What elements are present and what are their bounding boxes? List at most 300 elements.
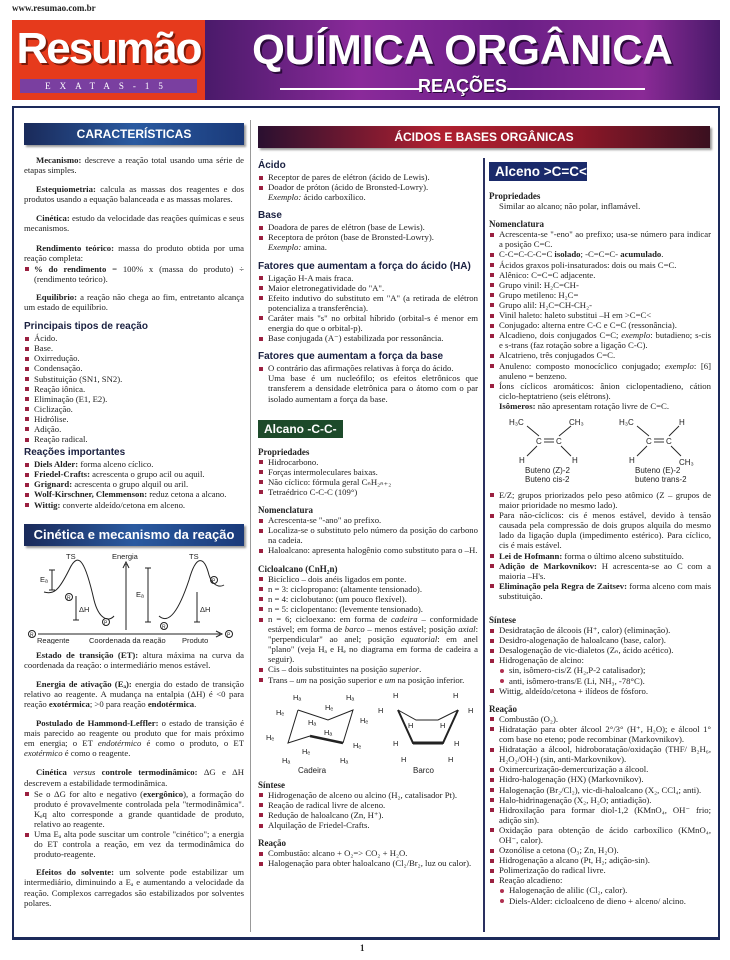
brand-logo — [12, 20, 205, 100]
h-equatorial-label: Hₑ — [353, 740, 362, 750]
list-subitem: Halogenação de alilic (Cl₂, calor). — [489, 885, 711, 895]
list-item — [24, 264, 244, 284]
h-equatorial-label: Hₑ — [302, 746, 311, 756]
list-item: Acrescenta-se "-ano" ao prefixo. — [258, 515, 478, 525]
list-item-continuation — [258, 242, 478, 252]
paragraph-ea — [24, 679, 244, 709]
text-segment: Efeitos do solvente: — [36, 867, 115, 878]
text-segment: : butadieno; s-cis e s-trans (faz rotação sobre a ligação C-C). — [499, 330, 711, 351]
axis-reagente: Reagente — [37, 635, 70, 644]
list-item: Grupo metileno: H₂C= — [489, 290, 711, 300]
list-tipos — [24, 333, 244, 444]
list-item: n = 3: ciclopropano: (altamente tensionado). — [258, 584, 478, 594]
section-banner-acidos-bases: ÁCIDOS E BASES ORGÂNICAS — [258, 126, 710, 148]
text-segment: o estado de transição é mais parecido ao reagente ou produto que for mais próximo em energia; o ET — [24, 718, 244, 749]
website-url: www.resumao.com.br — [12, 3, 96, 13]
list-item: Adição. — [24, 424, 244, 434]
list-item: Doadora de pares de elétron (base de Lewis). — [258, 222, 478, 232]
list-item: Oximercurização-demercurização a álcool. — [489, 764, 711, 774]
list-item-continuation — [258, 373, 478, 403]
text-segment: um — [384, 674, 396, 685]
text-segment: C-C=C-C-C=C — [499, 249, 555, 260]
text-segment: Se o ΔG for alto e negativo ( — [34, 788, 144, 799]
text-segment: forma o último alceno substituído. — [562, 550, 684, 561]
text-segment: altura máxima na curva da coordenada da reação: o intermediário menos estável. — [24, 649, 245, 670]
h-label: H — [629, 455, 635, 465]
h-label: H — [408, 720, 414, 730]
dh-label: ΔH — [200, 604, 211, 614]
list-item — [24, 459, 244, 469]
text-segment: Cis – dois substituintes na posição — [268, 664, 390, 675]
list-item: Reação iônica. — [24, 384, 244, 394]
list-item: Hidrogenação a alcano (Pt, H₂; adição-sin). — [489, 855, 711, 865]
heading-tipos-title: Principais tipos de reação — [24, 321, 148, 333]
text-segment: Isômeros: — [499, 400, 536, 411]
r-marker: R — [67, 595, 71, 602]
list-item: O contrário das afirmações relativas à força do ácido. — [258, 363, 478, 373]
h-equatorial-label: Hₑ — [266, 732, 275, 742]
list-item: Wittig, aldeído/cetona + ilídeos de fósforo. — [489, 686, 711, 696]
text-segment: descreve a reação total usando uma série de etapas simples. — [24, 155, 244, 176]
page-title: QUÍMICA ORGÂNICA — [252, 26, 673, 73]
list-item: Base. — [24, 343, 244, 353]
column-left — [24, 123, 244, 917]
text-segment: Anuleno: composto monocíclico conjugado; — [499, 360, 665, 371]
text-segment: Estequiometria: — [36, 184, 96, 195]
chair-caption: Cadeira — [298, 765, 327, 774]
axis-coordenada: Coordenada da reação — [89, 635, 166, 644]
brand-name: Resumão — [16, 24, 201, 73]
r-marker: R — [30, 632, 34, 639]
text-segment: barco — [344, 624, 365, 635]
text-segment: isolado — [554, 249, 581, 260]
text-segment: versus — [73, 767, 96, 778]
isomer-e-caption: Buteno (E)-2 — [635, 465, 681, 475]
list-item: Caráter mais "s" no orbital híbrido (orbital-s é menor em energia do que o orbital-p). — [258, 313, 478, 333]
heading-base-title: Base — [258, 210, 282, 222]
ea-label: Eₐ — [40, 574, 48, 584]
list-item — [24, 479, 244, 489]
list-item: Substituição (SN1, SN2). — [24, 374, 244, 384]
list-item: Desalogenação de vic-dialetos (Zₙ, ácido acético). — [489, 645, 711, 655]
h-label: H — [679, 417, 685, 427]
p-marker: P — [227, 632, 231, 639]
text-segment: Cinética: — [36, 213, 70, 224]
list-item: Acrescenta-se "-eno" ao prefixo; usa-se número para indicar a posição C=C. — [489, 229, 711, 249]
list-item: Hidroxilação para formar diol-1,2 (KMnO₄, OH⁻ frio; adição sin). — [489, 805, 711, 825]
h-label: H — [572, 455, 578, 465]
text-segment: ), a formação do produto é provavelmente controlada pela "termodinâmica". Kₑq alto corresponde a grande quantidade de produto, relativo ao reagente. — [34, 788, 244, 829]
r-marker: R — [162, 624, 166, 631]
subheading-reacao-title: Reação — [258, 838, 286, 849]
h-equatorial-label: Hₑ — [276, 707, 285, 717]
list-item — [489, 561, 711, 581]
text-segment: massa do produto obtida por uma reação completa: — [24, 242, 244, 263]
energy-label: Energia — [112, 551, 138, 561]
list-item — [258, 614, 478, 664]
text-segment: acumulado — [620, 249, 662, 260]
h3c-label: H₃C — [509, 417, 524, 427]
text-segment: ; -C=C=C- — [580, 249, 621, 260]
list-item: Reação radical. — [24, 434, 244, 444]
list-item — [24, 789, 244, 829]
list-nomen — [258, 515, 478, 555]
list-item — [489, 551, 711, 561]
list-item-continuation — [489, 201, 711, 211]
text-segment: exotérmica — [48, 699, 90, 709]
paragraph-rendimento — [24, 243, 244, 263]
text-segment: a reação não chega ao fim, entretanto alcança um estado de equilíbrio. — [24, 291, 244, 313]
text-segment: na posição superior e — [306, 674, 385, 685]
list-item: Tetraédrico C-C-C (109°) — [258, 487, 478, 497]
butene-isomers-diagram — [489, 414, 711, 484]
heading-importantes-title: Reações importantes — [24, 447, 126, 459]
paragraph-hammond — [24, 718, 244, 758]
text-segment: = 100% x (massa do produto) ÷ (rendimento teórico). — [34, 263, 245, 284]
list-item: Hidratação para obter álcool 2°/3° (H⁺, H₂O); e álcool 1° com base no eteno; pode recombinar (Markovnikov). — [489, 724, 711, 744]
isomer-z-caption: Buteno (Z)-2 — [525, 465, 570, 475]
text-segment: Uma base é um nucleófilo; os efeitos eletrônicos que transferem a densidade eletrônica para o átomo com o par isolado aumentam a força da base. — [268, 373, 478, 404]
list-item-continuation — [489, 401, 711, 411]
list-item — [24, 469, 244, 479]
heading-fatores-acido-title: Fatores que aumentam a força do ácido (HA) — [258, 260, 471, 272]
series-label: EXATAS-15 — [20, 79, 197, 93]
text-segment: endotérmica — [147, 699, 195, 709]
text-segment: Mecanismo: — [36, 155, 82, 165]
text-segment: acrescenta o grupo acil ou aquil. — [89, 469, 205, 480]
list-item: Conjugado: alterna entre C-C e C=C (ressonância). — [489, 320, 711, 330]
list-item: Ciclização. — [24, 404, 244, 414]
subheading-prop-title: Propriedades — [258, 446, 310, 457]
list-item: Halogenação para obter haloalcano (Cl₂/Br₂, luz ou calor). — [258, 858, 478, 868]
text-segment: Eliminação pela Regra de Zaitsev: — [499, 580, 627, 591]
list-item: Hidratação a álcool, hidroboratação/oxidação (THF/ B₂H₆, H₂O₂/OH-) (sin, anti-Markovnikov). — [489, 744, 711, 764]
carbon-label: C — [666, 436, 672, 446]
column-middle — [258, 158, 478, 871]
column-right — [489, 160, 711, 909]
list-termo-items — [24, 789, 244, 860]
boat-caption: Barco — [413, 765, 434, 774]
ch3-label: CH₃ — [679, 457, 694, 467]
text-segment: : "perpendicular" ao anel; posição — [268, 624, 478, 645]
list-item: Grupo alil: H₂C=CH-CH₂- — [489, 300, 711, 310]
text-segment: Adição de Markovnikov: — [499, 560, 597, 571]
text-segment: forma alceno com mais substituição. — [499, 580, 711, 601]
h-label: H — [448, 754, 454, 764]
h-axial-label: Hₐ — [340, 755, 349, 765]
list-sintese — [258, 790, 478, 830]
section-banner-banner: CARACTERÍSTICAS — [24, 123, 244, 145]
text-segment: . — [661, 249, 664, 260]
list-item: Efeito indutivo do substituto em "A" (a retirada de elétron potencializa a transferência). — [258, 293, 478, 313]
text-segment: % do rendimento — [34, 263, 107, 274]
list-subitem: Diels-Alder: cicloalceno de dieno + alceno/ alcino. — [489, 896, 711, 906]
text-segment: é como o reagente. — [62, 748, 131, 759]
heading-fatores-base-title: Fatores que aumentam a força da base — [258, 351, 444, 363]
text-segment: reduz cetona a alcano. — [147, 489, 227, 500]
dh-label: ΔH — [79, 604, 90, 614]
list-rendimento-items — [24, 264, 244, 284]
list-item: Oxidação para obtenção de ácido carboxílico (KMnO₄, OH⁻, calor). — [489, 825, 711, 845]
list-item: Combustão (O₂). — [489, 714, 711, 724]
text-segment: Exemplo: — [268, 192, 302, 203]
list-item: Reação de radical livre de alceno. — [258, 800, 478, 810]
list-prop — [258, 457, 478, 497]
page-number: 1 — [360, 943, 365, 953]
list-item: Hidrogenação de alceno ou alcino (H₂, catalisador Pt). — [258, 790, 478, 800]
list-item: Ácido. — [24, 333, 244, 343]
text-segment: Friedel-Crafts: — [34, 469, 90, 480]
list-iso — [489, 490, 711, 601]
list-item: Haloalcano: apresenta halogênio como substituto para o –H. — [258, 545, 478, 555]
paragraph-termo — [24, 767, 244, 787]
paragraph-equilibrio — [24, 292, 244, 312]
text-segment: Postulado de Hammond-Leffler: — [36, 718, 159, 729]
list-prop — [489, 201, 711, 211]
section-banner-alceno-banner: Alceno >C=C< — [489, 162, 587, 181]
text-segment: Equilíbrio: — [36, 291, 78, 302]
text-segment: na posição inferior. — [395, 674, 465, 685]
list-item: Ozonólise a cetona (O₃; Zn, H₂O). — [489, 845, 711, 855]
list-item: Uma Eₐ alta pode suscitar um controle "cinético"; a energia do ET controla a reação, em vez da termodinâmica do produto-reagente. — [24, 829, 244, 859]
list-item: Hidrólise. — [24, 414, 244, 424]
text-segment: acrescenta o grupo alquil ou aril. — [72, 479, 189, 490]
text-segment: ΔG e ΔH descrevem a estabilidade termodinâmica. — [24, 767, 244, 788]
text-segment: um — [296, 674, 307, 685]
text-segment: superior — [389, 664, 420, 675]
carbon-label: C — [646, 436, 652, 446]
text-segment: exotérmico — [24, 748, 63, 759]
h-axial-label: Hₐ — [324, 727, 333, 737]
text-segment: converte aldeído/cetona em alceno. — [60, 499, 186, 510]
carbon-label: C — [536, 436, 542, 446]
text-segment: Trans – — [268, 674, 297, 685]
text-segment: exemplo — [621, 330, 651, 341]
h-equatorial-label: Hₑ — [325, 702, 334, 712]
list-item: Localiza-se o substituto pelo número da posição do carbono na cadeia. — [258, 525, 478, 545]
list-item: E/Z; grupos priorizados pelo peso atômico (Z – grupos de maior prioridade no mesmo lado). — [489, 490, 711, 510]
text-segment: Diels Alder: — [34, 459, 79, 470]
list-item: Para não-cíclicos: cis é menos estável, devido à tensão causada pela compressão de dois grupos alquila do mesmo lado da ligação dupla (impedimento estérico). Para cíclico, cis é mais estável. — [489, 510, 711, 550]
h-label: H — [468, 705, 474, 715]
text-segment: H acrescenta-se ao C com a maioria –H's. — [499, 560, 711, 581]
list-item: Receptora de próton (base de Bronsted-Lowry). — [258, 232, 478, 242]
list-item: Eliminação (E1, E2). — [24, 394, 244, 404]
list-base — [258, 222, 478, 252]
list-item: Bicíclico – dois anéis ligados em ponte. — [258, 574, 478, 584]
column-divider — [483, 158, 485, 932]
text-segment: axial — [458, 624, 476, 635]
text-segment: não apresentam rotação livre de C=C. — [535, 400, 669, 411]
h-label: H — [378, 705, 384, 715]
list-subitem: sin, isômero-cis/Z (H₂,P-2 catalisador); — [489, 665, 711, 675]
list-item: Hidrogenação de alcino: — [489, 655, 711, 665]
h-label: H — [393, 738, 399, 748]
carbon-label: C — [556, 436, 562, 446]
paragraph-cinetica — [24, 213, 244, 233]
text-segment: é como o produto, o ET — [141, 738, 245, 749]
text-segment: n = 6; cicloexano: em forma de — [268, 614, 392, 624]
text-segment: : [6] anuleno = benzeno. — [499, 360, 711, 381]
list-item — [258, 664, 478, 674]
text-segment: amina. — [301, 242, 327, 253]
text-segment: Wolf-Kirschner, Clemmenson: — [34, 489, 148, 500]
list-ciclo — [258, 574, 478, 685]
list-fatores-base — [258, 363, 478, 403]
cyclohexane-chair-boat-diagram — [258, 688, 478, 774]
h-label: H — [453, 690, 459, 700]
list-nomen — [489, 229, 711, 411]
text-segment: exergônico — [143, 788, 184, 799]
column-divider — [250, 120, 251, 932]
h-equatorial-label: Hₑ — [360, 715, 369, 725]
list-item: Oxirredução. — [24, 353, 244, 363]
list-item: Grupo vinil: H₂C=CH- — [489, 280, 711, 290]
list-item: Condensação. — [24, 363, 244, 373]
title-banner — [205, 20, 720, 100]
text-segment: Wittig: — [34, 499, 61, 510]
text-segment: Rendimento teórico: — [36, 242, 114, 253]
text-segment: forma alceno cíclico. — [78, 459, 154, 470]
paragraph-et — [24, 650, 244, 670]
list-item — [24, 489, 244, 499]
paragraph-estequiometria — [24, 184, 244, 204]
list-item — [489, 361, 711, 381]
text-segment: Alcadieno, dois conjugados C=C; — [499, 330, 622, 341]
p-marker: P — [104, 620, 108, 627]
h3c-label: H₃C — [619, 417, 634, 427]
list-acido — [258, 172, 478, 202]
list-item — [489, 581, 711, 601]
list-item: Não cíclico: fórmula geral CₙH₂ₙ₊₂ — [258, 477, 478, 487]
list-item: Hidrocarbono. — [258, 457, 478, 467]
list-item: Alcatrieno, três conjugados C=C. — [489, 350, 711, 360]
text-segment: ácido carboxílico. — [301, 192, 366, 203]
energy-diagram — [24, 550, 244, 644]
text-segment: – menos estável; posição — [364, 624, 459, 635]
list-fatores-acido — [258, 273, 478, 344]
text-segment: energia do estado de transição relativo ao reagente. A mudança na entalpia (ΔH) é <0 para reação — [24, 678, 244, 709]
list-item: Hidro-halogenação (HX) (Markovnikov). — [489, 774, 711, 784]
list-importantes — [24, 459, 244, 509]
list-item: Combustão: alcano + O₂=> CO₂ + H₂O. — [258, 848, 478, 858]
h-label: H — [393, 690, 399, 700]
list-item: Base conjugada (A⁻) estabilizada por ressonância. — [258, 333, 478, 343]
axis-produto: Produto — [182, 635, 209, 644]
text-segment: Grignard: — [34, 479, 73, 490]
list-item: Desidro-alogenação de haloalcano (base, calor). — [489, 635, 711, 645]
h-label: H — [401, 754, 407, 764]
list-item — [489, 249, 711, 259]
p-marker: P — [212, 578, 216, 585]
list-item: Doador de próton (ácido de Bronsted-Lowry). — [258, 182, 478, 192]
list-item: Receptor de pares de elétron (ácido de Lewis). — [258, 172, 478, 182]
list-item: Reação alcadieno: — [489, 875, 711, 885]
list-item: Íons cíclicos aromáticos: ânion ciclopentadieno, cátion ciclo-heptatrieno (seis elétrons). — [489, 381, 711, 401]
isomer-trans-caption: buteno trans-2 — [635, 474, 687, 484]
text-segment: estudo da velocidade das reações químicas e seus mecanismos. — [24, 213, 244, 234]
list-item: Ligação H-A mais fraca. — [258, 273, 478, 283]
list-item: Alquilação de Friedel-Crafts. — [258, 820, 478, 830]
list-item — [258, 675, 478, 685]
heading-acido-title: Ácido — [258, 160, 286, 171]
text-segment: . — [419, 664, 422, 675]
h-axial-label: Hₐ — [282, 755, 291, 765]
list-item: Halogenação (Br₂/Cl₂), vic-di-haloalcano (X₂, CCl₄; anti). — [489, 785, 711, 795]
list-item: n = 4: ciclobutano: (um pouco flexível). — [258, 594, 478, 604]
h-axial-label: Hₐ — [346, 692, 355, 702]
list-item: Maior eletronegatividade do "A". — [258, 283, 478, 293]
h-label: H — [440, 720, 446, 730]
ch3-label: CH₃ — [569, 417, 584, 427]
list-sintese — [489, 625, 711, 696]
list-item — [24, 500, 244, 510]
list-reacao — [489, 714, 711, 906]
list-item: Polimerização do radical livre. — [489, 865, 711, 875]
paragraph-solvente — [24, 867, 244, 907]
list-item: Ácidos graxos poli-insaturados: dois ou mais C=C. — [489, 260, 711, 270]
list-subitem: anti, isômero-trans/E (Li, NH₃, -78°C). — [489, 676, 711, 686]
text-segment: controle termodinâmico: — [95, 767, 198, 778]
isomer-cis-caption: Buteno cis-2 — [525, 474, 570, 484]
text-segment: Cinética — [36, 767, 74, 778]
list-item: Desidratação de álcoois (H⁺, calor) (eliminação). — [489, 625, 711, 635]
list-item: Redução de haloalcano (Zn, H⁺). — [258, 810, 478, 820]
text-segment: equatorial — [401, 634, 438, 645]
text-segment: cadeira — [391, 614, 418, 624]
text-segment: Estado de transição (ET): — [36, 649, 139, 660]
ts-label: TS — [66, 551, 76, 561]
paragraph-mecanismo — [24, 155, 244, 175]
text-segment: . — [194, 699, 197, 709]
list-item: n = 5: ciclopentano: (levemente tensionado). — [258, 604, 478, 614]
ts-label: TS — [189, 551, 199, 561]
subheading-sintese-title: Síntese — [489, 615, 516, 625]
list-reacao — [258, 848, 478, 868]
subheading-nomen-title: Nomenclatura — [258, 505, 313, 516]
text-segment: : em anel "plano" (veja Hₐ e Hₑ no diagrama em forma de cadeira a seguir). — [268, 634, 479, 665]
subheading-prop-title: Propriedades — [489, 191, 541, 201]
page-subtitle: REAÇÕES — [417, 76, 507, 96]
section-banner-alcano-banner: Alcano -C-C- — [258, 420, 343, 438]
list-item-continuation — [258, 192, 478, 202]
h-axial-label: Hₐ — [308, 717, 317, 727]
text-segment: calcula as massas dos reagentes e dos produtos usando a equação balanceada e as massas molares. — [24, 184, 244, 205]
text-segment: exemplo — [664, 360, 694, 371]
subheading-nomen-title: Nomenclatura — [489, 219, 544, 230]
h-label: H — [519, 455, 525, 465]
text-segment: Energia de ativação (Eₐ): — [36, 678, 132, 689]
ea-label: Eₐ — [136, 589, 144, 599]
text-segment: endotérmico — [97, 738, 142, 749]
h-axial-label: Hₐ — [293, 692, 302, 702]
subheading-ciclo-title: Cicloalcano (CnH₂n) — [258, 563, 338, 574]
text-segment: um solvente pode estabilizar um intermediário, diminuindo a Eₐ e aumentando a velocidade da reação. Complexos carregados são estabilizados por solventes polares. — [24, 867, 244, 908]
list-item: Alênico: C=C=C adjacente. — [489, 270, 711, 280]
list-item: Forças intermoleculares baixas. — [258, 467, 478, 477]
subheading-sintese-title: Síntese — [258, 779, 285, 790]
text-segment: – conformidade estável; em forma de — [268, 614, 478, 635]
subheading-reacao-title: Reação — [489, 703, 517, 714]
text-segment: Similar ao alcano; não polar, inflamável. — [499, 201, 641, 212]
section-banner-banner2: Cinética e mecanismo da reação — [24, 524, 244, 546]
list-item — [489, 330, 711, 350]
text-segment: Lei de Hofmann: — [499, 550, 563, 561]
text-segment: Exemplo: — [268, 242, 302, 253]
list-item: Halo-hidrinagenação (X₂, H₂O; antiadição). — [489, 795, 711, 805]
list-item: Vinil haleto: haleto substitui –H em >C=C< — [489, 310, 711, 320]
text-segment: ; >0 para reação — [89, 699, 148, 709]
